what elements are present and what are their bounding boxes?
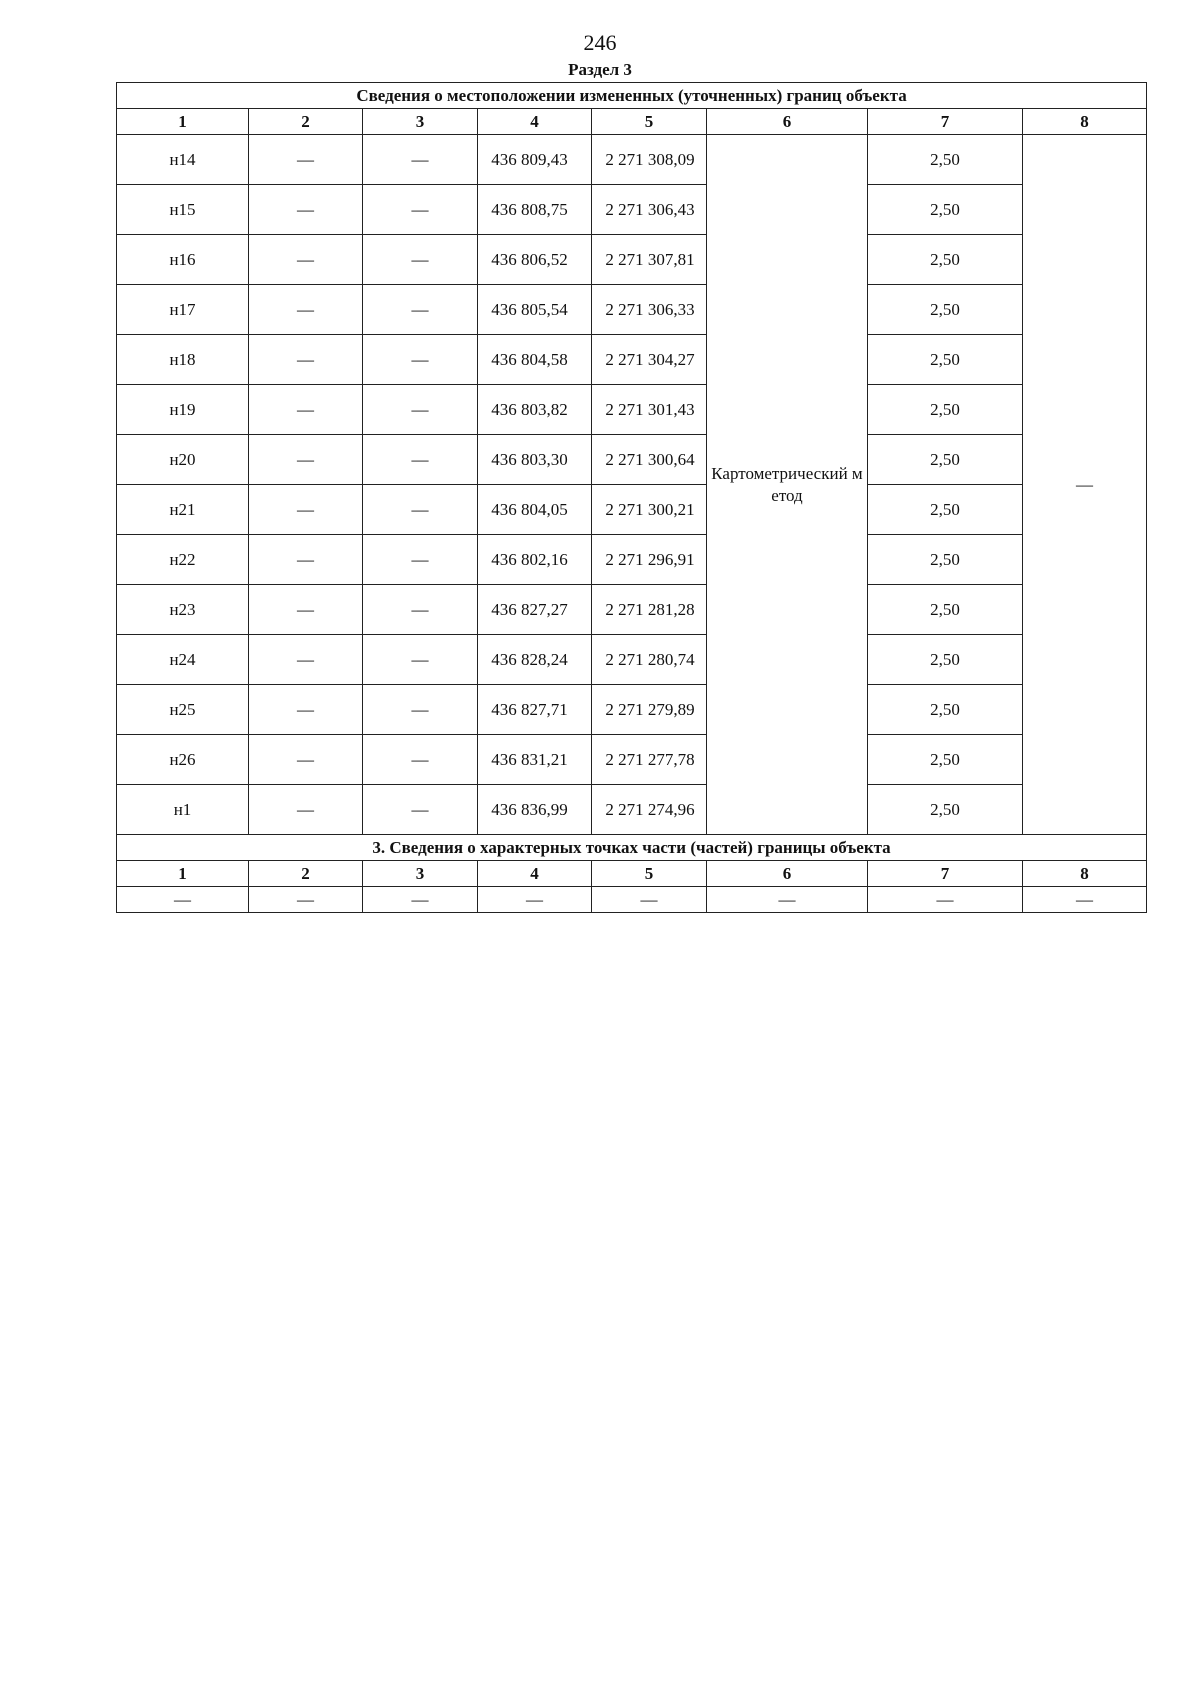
dash-cell: — — [249, 485, 363, 535]
table-row — [117, 485, 1147, 535]
table-row — [117, 235, 1147, 285]
accuracy-cell: 2,50 — [868, 335, 1023, 385]
x-coordinate-cell: 436 809,43 — [478, 135, 592, 185]
dash-cell: — — [249, 585, 363, 635]
y-coordinate-cell: 2 271 300,64 — [592, 435, 707, 485]
dash-cell: — — [249, 635, 363, 685]
dash-cell: — — [249, 887, 363, 913]
dash-cell: — — [363, 685, 478, 735]
column-header: 1 — [117, 109, 249, 135]
x-coordinate-cell: 436 808,75 — [478, 185, 592, 235]
column-header: 6 — [707, 861, 868, 887]
y-coordinate-cell: 2 271 281,28 — [592, 585, 707, 635]
dash-cell: — — [363, 535, 478, 585]
point-name-cell: н26 — [117, 735, 249, 785]
point-name-cell: н23 — [117, 585, 249, 635]
column-header: 6 — [707, 109, 868, 135]
table-row — [117, 635, 1147, 685]
dash-cell: — — [363, 435, 478, 485]
x-coordinate-cell: 436 827,71 — [478, 685, 592, 735]
point-name-cell: н18 — [117, 335, 249, 385]
x-coordinate-cell: 436 803,30 — [478, 435, 592, 485]
point-name-cell: н22 — [117, 535, 249, 585]
dash-cell: — — [363, 485, 478, 535]
accuracy-cell: 2,50 — [868, 585, 1023, 635]
method-cell: Картометрический метод — [707, 135, 868, 835]
dash-cell: — — [249, 685, 363, 735]
dash-cell: — — [363, 585, 478, 635]
y-coordinate-cell: 2 271 280,74 — [592, 635, 707, 685]
column-header: 2 — [249, 109, 363, 135]
y-coordinate-cell: 2 271 306,43 — [592, 185, 707, 235]
x-coordinate-cell: 436 831,21 — [478, 735, 592, 785]
column-header: 5 — [592, 109, 707, 135]
table-row — [117, 335, 1147, 385]
x-coordinate-cell: 436 802,16 — [478, 535, 592, 585]
dash-cell: — — [117, 887, 249, 913]
boundary-table — [116, 82, 1147, 913]
table-row — [117, 685, 1147, 735]
table-title: Сведения о местоположении измененных (уточненных) границ объекта — [117, 83, 1147, 109]
column-8-cell: — — [1023, 135, 1147, 835]
dash-cell: — — [249, 435, 363, 485]
point-name-cell: н1 — [117, 785, 249, 835]
table-row — [117, 385, 1147, 435]
y-coordinate-cell: 2 271 300,21 — [592, 485, 707, 535]
point-name-cell: н14 — [117, 135, 249, 185]
point-name-cell: н24 — [117, 635, 249, 685]
point-name-cell: н16 — [117, 235, 249, 285]
dash-cell: — — [249, 285, 363, 335]
dash-cell: — — [363, 335, 478, 385]
table-row — [117, 135, 1147, 185]
dash-cell: — — [363, 635, 478, 685]
column-header: 2 — [249, 861, 363, 887]
dash-cell: — — [1023, 887, 1147, 913]
dash-cell: — — [363, 735, 478, 785]
table-row — [117, 285, 1147, 335]
dash-cell: — — [868, 887, 1023, 913]
point-name-cell: н15 — [117, 185, 249, 235]
y-coordinate-cell: 2 271 304,27 — [592, 335, 707, 385]
column-header: 7 — [868, 109, 1023, 135]
x-coordinate-cell: 436 803,82 — [478, 385, 592, 435]
table-row — [117, 785, 1147, 835]
accuracy-cell: 2,50 — [868, 785, 1023, 835]
accuracy-cell: 2,50 — [868, 485, 1023, 535]
accuracy-cell: 2,50 — [868, 685, 1023, 735]
table2-row — [117, 887, 1147, 913]
column-header: 4 — [478, 109, 592, 135]
accuracy-cell: 2,50 — [868, 385, 1023, 435]
column-header: 5 — [592, 861, 707, 887]
x-coordinate-cell: 436 828,24 — [478, 635, 592, 685]
dash-cell: — — [363, 887, 478, 913]
accuracy-cell: 2,50 — [868, 135, 1023, 185]
point-name-cell: н25 — [117, 685, 249, 735]
y-coordinate-cell: 2 271 308,09 — [592, 135, 707, 185]
dash-cell: — — [363, 185, 478, 235]
y-coordinate-cell: 2 271 307,81 — [592, 235, 707, 285]
y-coordinate-cell: 2 271 277,78 — [592, 735, 707, 785]
x-coordinate-cell: 436 806,52 — [478, 235, 592, 285]
point-name-cell: н17 — [117, 285, 249, 335]
dash-cell: — — [363, 785, 478, 835]
y-coordinate-cell: 2 271 306,33 — [592, 285, 707, 335]
dash-cell: — — [363, 285, 478, 335]
table-row — [117, 185, 1147, 235]
table2-title: 3. Сведения о характерных точках части (частей) границы объекта — [117, 835, 1147, 861]
dash-cell: — — [249, 335, 363, 385]
section-label: Раздел 3 — [568, 60, 632, 79]
table-row — [117, 435, 1147, 485]
table-row — [117, 585, 1147, 635]
table-row — [117, 735, 1147, 785]
column-header: 3 — [363, 861, 478, 887]
x-coordinate-cell: 436 836,99 — [478, 785, 592, 835]
dash-cell: — — [249, 735, 363, 785]
point-name-cell: н21 — [117, 485, 249, 535]
accuracy-cell: 2,50 — [868, 635, 1023, 685]
point-name-cell: н20 — [117, 435, 249, 485]
dash-cell: — — [478, 887, 592, 913]
dash-cell: — — [363, 385, 478, 435]
y-coordinate-cell: 2 271 301,43 — [592, 385, 707, 435]
column-header: 1 — [117, 861, 249, 887]
x-coordinate-cell: 436 805,54 — [478, 285, 592, 335]
column-header: 3 — [363, 109, 478, 135]
table2-header-row — [117, 861, 1147, 887]
accuracy-cell: 2,50 — [868, 235, 1023, 285]
accuracy-cell: 2,50 — [868, 435, 1023, 485]
accuracy-cell: 2,50 — [868, 185, 1023, 235]
dash-cell: — — [707, 887, 868, 913]
x-coordinate-cell: 436 804,58 — [478, 335, 592, 385]
y-coordinate-cell: 2 271 296,91 — [592, 535, 707, 585]
column-header-row — [117, 109, 1147, 135]
column-header: 8 — [1023, 861, 1147, 887]
dash-cell: — — [592, 887, 707, 913]
dash-cell: — — [249, 235, 363, 285]
page-number: 246 — [583, 30, 617, 55]
y-coordinate-cell: 2 271 274,96 — [592, 785, 707, 835]
dash-cell: — — [363, 235, 478, 285]
y-coordinate-cell: 2 271 279,89 — [592, 685, 707, 735]
dash-cell: — — [249, 535, 363, 585]
accuracy-cell: 2,50 — [868, 285, 1023, 335]
column-header: 8 — [1023, 109, 1147, 135]
accuracy-cell: 2,50 — [868, 735, 1023, 785]
dash-cell: — — [249, 785, 363, 835]
dash-cell: — — [363, 135, 478, 185]
column-header: 4 — [478, 861, 592, 887]
point-name-cell: н19 — [117, 385, 249, 435]
x-coordinate-cell: 436 827,27 — [478, 585, 592, 635]
accuracy-cell: 2,50 — [868, 535, 1023, 585]
table-row — [117, 535, 1147, 585]
dash-cell: — — [249, 185, 363, 235]
x-coordinate-cell: 436 804,05 — [478, 485, 592, 535]
dash-cell: — — [249, 385, 363, 435]
column-header: 7 — [868, 861, 1023, 887]
dash-cell: — — [249, 135, 363, 185]
